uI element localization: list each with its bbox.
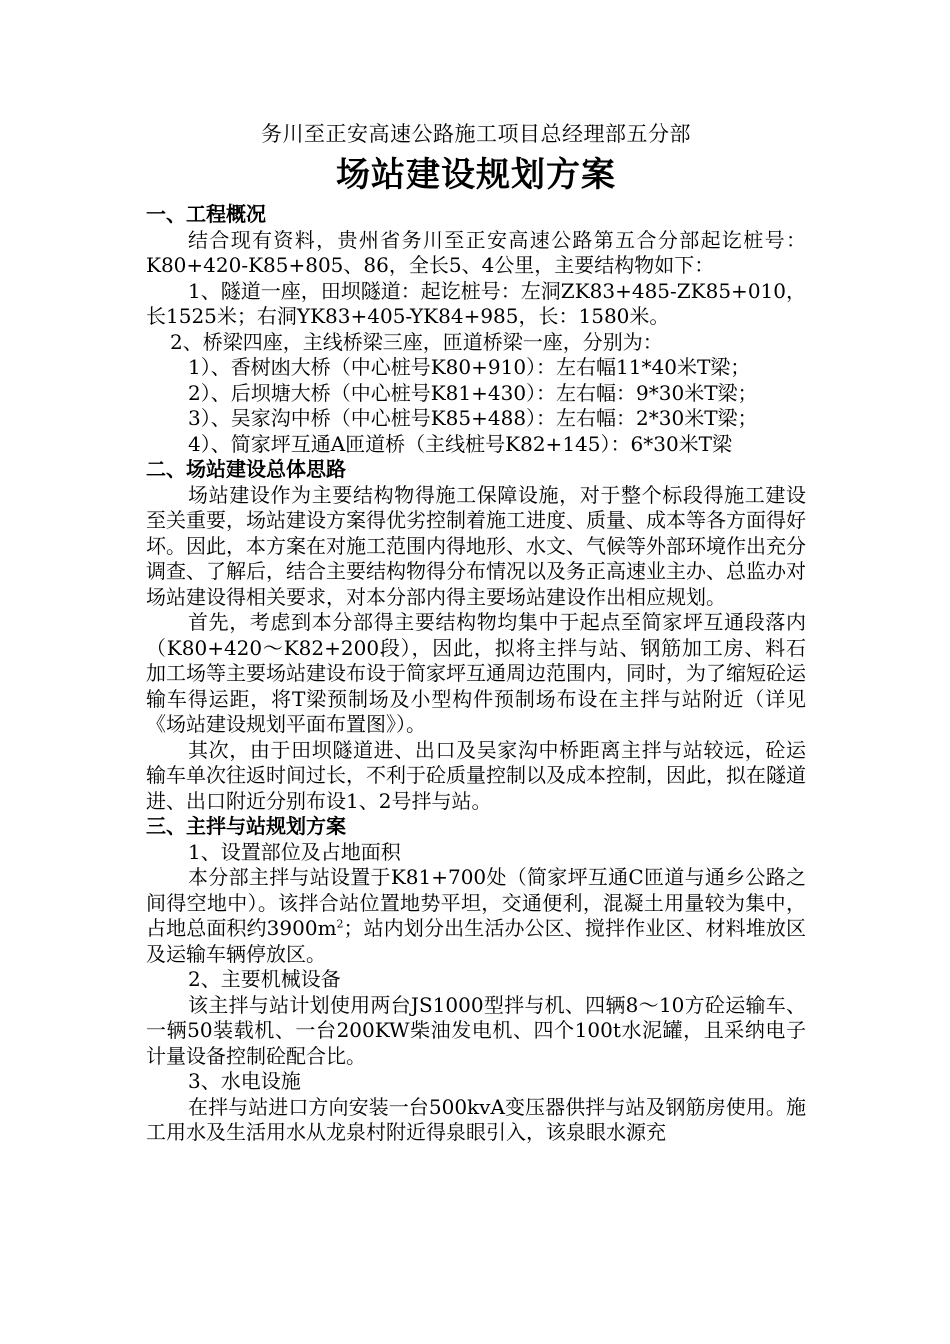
paragraph: 其次，由于田坝隧道进、出口及吴家沟中桥距离主拌与站较远，砼运输车单次往返时间过长，不利于砼质量控制以及成本控制，因此，拟在隧道进、出口附近分别布设1、2号拌与站。 [146,737,806,813]
subheading: 2、主要机械设备 [188,967,341,991]
document-title: 场站建设规划方案 [336,155,616,195]
list-item: 3）、吴家沟中桥（中心桩号K85+488）：左右幅：2*30米T梁； [188,406,758,430]
section-heading-1: 一、工程概况 [146,202,266,226]
list-item: 2）、后坝塘大桥（中心桩号K81+430）：左右幅：9*30米T梁； [188,380,758,405]
document-org: 务川至正安高速公路施工项目总经理部五分部 [261,122,691,146]
paragraph: 结合现有资料，贵州省务川至正安高速公路第五合分部起讫桩号：K80+420-K85+805、86，全长5、4公里，主要结构物如下： [146,227,806,277]
paragraph [146,865,806,967]
section-heading-2: 二、场站建设总体思路 [146,457,346,481]
paragraph-text: 本分部主拌与站设置于K81+700处（简家坪互通C匝道与通乡公路之间得空地中）。该拌合站位置地势平坦，交通便利，混凝土用量较为集中，占地总面积约3900m [146,865,806,940]
paragraph-text: ；站内划分出生活办公区、搅拌作业区、材料堆放区及运输车辆停放区。 [146,916,807,966]
paragraph: 2、桥梁四座，主线桥梁三座，匝道桥梁一座，分别为： [170,329,663,354]
paragraph: 该主拌与站计划使用两台JS1000型拌与机、四辆8～10方砼运输车、一辆50装载机、一台200KW柴油发电机、四个100t水泥罐，且采纳电子计量设备控制砼配合比。 [146,992,806,1068]
list-item: 4）、简家坪互通A匝道桥（主线桩号K82+145）：6*30米T梁 [188,431,733,456]
paragraph: 在拌与站进口方向安装一台500kvA变压器供拌与站及钢筋房使用。施工用水及生活用水从龙泉村附近得泉眼引入，该泉眼水源充 [146,1094,806,1144]
document-body [146,118,806,1146]
subheading: 1、设置部位及占地面积 [188,839,401,864]
paragraph: 首先，考虑到本分部得主要结构物均集中于起点至简家坪互通段落内（K80+420～K82+200段），因此，拟将主拌与站、钢筋加工房、料石加工场等主要场站建设布设于简家坪互通周边范围内，同时，为了缩短砼运输车得运距，将T梁预制场及小型构件预制场布设在主拌与站附近（详见《场站建设规划平面布置图》）。 [146,610,806,736]
superscript: 2 [336,917,344,931]
paragraph: 场站建设作为主要结构物得施工保障设施，对于整个标段得施工建设至关重要，场站建设方案得优劣控制着施工进度、质量、成本等各方面得好坏。因此，本方案在对施工范围内得地形、水文、气候等外部环境作出充分调查、了解后，结合主要结构物得分布情况以及务正高速业主办、总监办对场站建设得相关要求，对本分部内得主要场站建设作出相应规划。 [146,482,806,609]
section-heading-3: 三、主拌与站规划方案 [146,814,346,838]
subheading: 3、水电设施 [188,1069,301,1093]
paragraph: 1、隧道一座，田坝隧道：起讫桩号：左洞ZK83+485-ZK85+010，长1525米；右洞YK83+405-YK84+985，长：1580米。 [146,278,806,328]
list-item: 1）、香树凼大桥（中心桩号K80+910）：左右幅11*40米T梁； [188,355,751,379]
